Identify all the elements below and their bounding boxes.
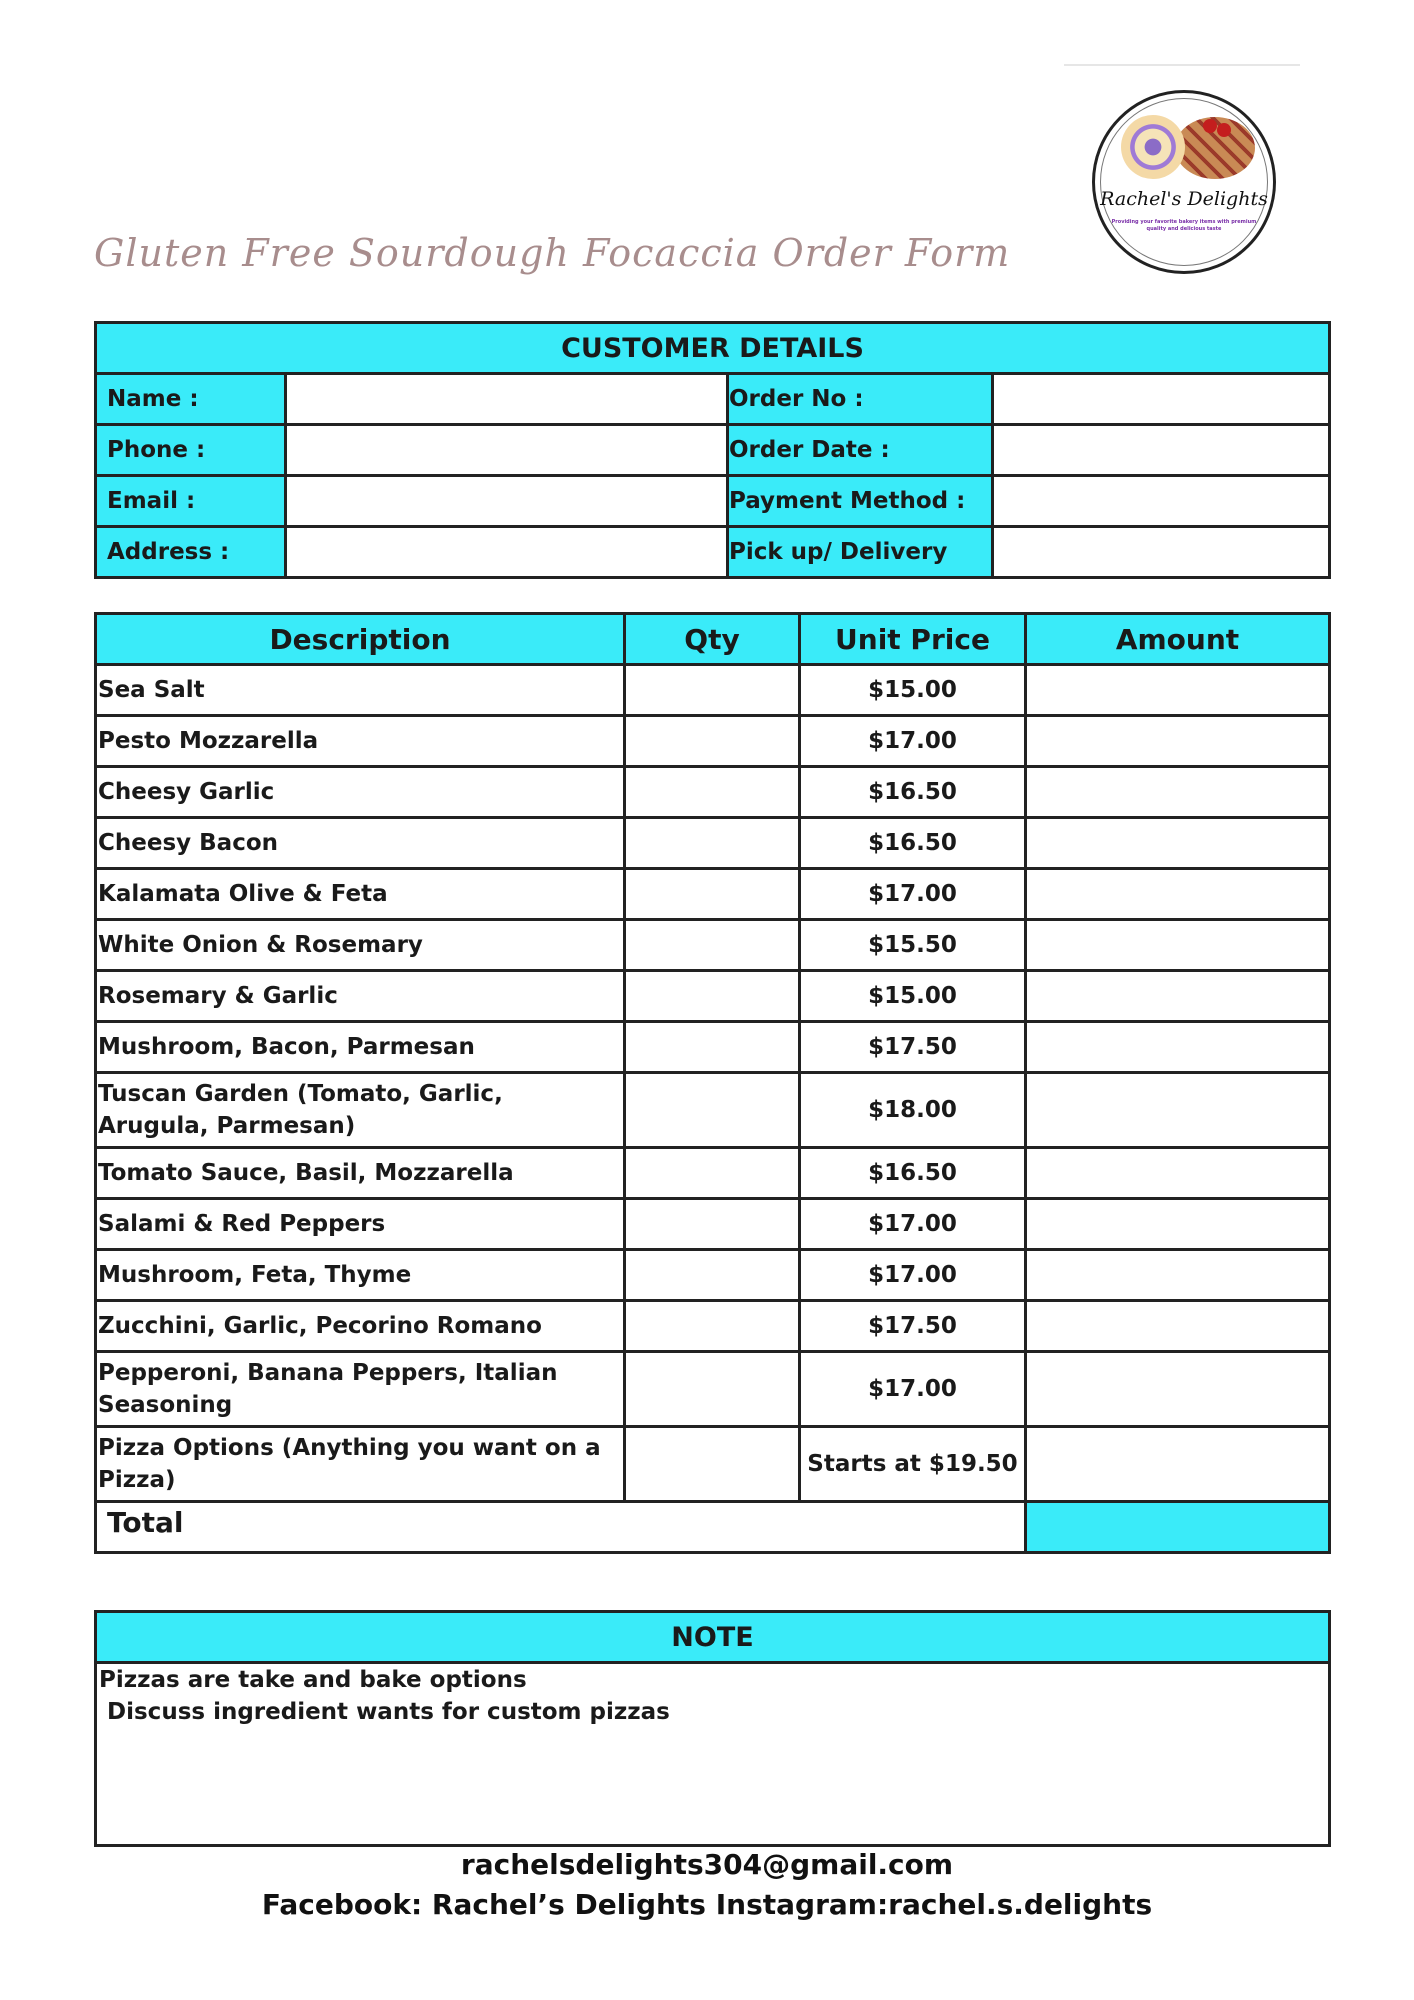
logo-name: Rachel's Delights [1100, 188, 1268, 210]
qty-field[interactable] [625, 767, 800, 818]
table-row [96, 1199, 1330, 1250]
header-unit-price: Unit Price [800, 614, 1026, 665]
item-description: Rosemary & Garlic [96, 971, 625, 1022]
unit-price: $16.50 [800, 767, 1026, 818]
note-line: Discuss ingredient wants for custom pizzas [99, 1699, 670, 1725]
unit-price: $17.00 [800, 1352, 1026, 1427]
field-input[interactable] [993, 527, 1330, 578]
table-row [96, 1148, 1330, 1199]
header-description: Description [96, 614, 625, 665]
table-row [96, 1301, 1330, 1352]
item-description: Tomato Sauce, Basil, Mozzarella [96, 1148, 625, 1199]
amount-field[interactable] [1026, 1250, 1330, 1301]
field-label: Phone : [96, 425, 286, 476]
unit-price: Starts at $19.50 [800, 1427, 1026, 1502]
item-description: Mushroom, Feta, Thyme [96, 1250, 625, 1301]
table-row [96, 1427, 1330, 1502]
qty-field[interactable] [625, 971, 800, 1022]
item-description: Sea Salt [96, 665, 625, 716]
unit-price: $16.50 [800, 818, 1026, 869]
customer-row [96, 374, 1330, 425]
customer-details-heading: CUSTOMER DETAILS [96, 323, 1330, 374]
amount-field[interactable] [1026, 1352, 1330, 1427]
qty-field[interactable] [625, 818, 800, 869]
amount-field[interactable] [1026, 1199, 1330, 1250]
field-input[interactable] [993, 476, 1330, 527]
qty-field[interactable] [625, 1148, 800, 1199]
amount-field[interactable] [1026, 869, 1330, 920]
item-description: Cheesy Garlic [96, 767, 625, 818]
item-description: Pepperoni, Banana Peppers, Italian Seasoning [96, 1352, 625, 1427]
field-label: Email : [96, 476, 286, 527]
table-row [96, 1022, 1330, 1073]
header-amount: Amount [1026, 614, 1330, 665]
field-input[interactable] [286, 476, 728, 527]
cherry-icon [1217, 123, 1231, 137]
item-description: Zucchini, Garlic, Pecorino Romano [96, 1301, 625, 1352]
unit-price: $17.50 [800, 1301, 1026, 1352]
amount-field[interactable] [1026, 971, 1330, 1022]
amount-field[interactable] [1026, 1301, 1330, 1352]
field-label: Order Date : [728, 425, 993, 476]
qty-field[interactable] [625, 665, 800, 716]
item-description: White Onion & Rosemary [96, 920, 625, 971]
note-line: Pizzas are take and bake options [99, 1667, 527, 1693]
table-row [96, 665, 1330, 716]
amount-field[interactable] [1026, 1148, 1330, 1199]
table-row [96, 767, 1330, 818]
amount-field[interactable] [1026, 1022, 1330, 1073]
table-row [96, 1352, 1330, 1427]
total-amount-field[interactable] [1026, 1502, 1330, 1553]
table-row [96, 971, 1330, 1022]
amount-field[interactable] [1026, 1427, 1330, 1502]
item-description: Pesto Mozzarella [96, 716, 625, 767]
table-row [96, 716, 1330, 767]
item-description: Pizza Options (Anything you want on a Pizza) [96, 1427, 625, 1502]
qty-field[interactable] [625, 869, 800, 920]
field-input[interactable] [993, 425, 1330, 476]
amount-field[interactable] [1026, 716, 1330, 767]
field-input[interactable] [286, 527, 728, 578]
table-row [96, 920, 1330, 971]
amount-field[interactable] [1026, 1073, 1330, 1148]
logo [1092, 90, 1276, 274]
unit-price: $17.00 [800, 1250, 1026, 1301]
qty-field[interactable] [625, 1427, 800, 1502]
total-row [96, 1502, 1330, 1553]
field-input[interactable] [993, 374, 1330, 425]
amount-field[interactable] [1026, 818, 1330, 869]
qty-field[interactable] [625, 716, 800, 767]
qty-field[interactable] [625, 1352, 800, 1427]
footer-social: Facebook: Rachel’s Delights Instagram:rachel.s.delights [261, 1888, 1153, 1921]
field-label: Name : [96, 374, 286, 425]
field-label: Payment Method : [728, 476, 993, 527]
unit-price: $18.00 [800, 1073, 1026, 1148]
total-label: Total [96, 1502, 1026, 1553]
table-row [96, 818, 1330, 869]
customer-row [96, 476, 1330, 527]
logo-ring [1100, 98, 1268, 266]
note-table [94, 1610, 1331, 1847]
table-row [96, 1250, 1330, 1301]
field-label: Address : [96, 527, 286, 578]
amount-field[interactable] [1026, 767, 1330, 818]
field-input[interactable] [286, 425, 728, 476]
footer-email: rachelsdelights304@gmail.com [460, 1848, 954, 1881]
note-body[interactable] [96, 1663, 1330, 1846]
unit-price: $17.00 [800, 716, 1026, 767]
item-description: Salami & Red Peppers [96, 1199, 625, 1250]
unit-price: $17.50 [800, 1022, 1026, 1073]
page-title: Gluten Free Sourdough Focaccia Order Form [94, 231, 1011, 275]
unit-price: $15.50 [800, 920, 1026, 971]
table-row [96, 1073, 1330, 1148]
header-qty: Qty [625, 614, 800, 665]
cake-roll-illustration [1121, 115, 1185, 179]
unit-price: $16.50 [800, 1148, 1026, 1199]
item-description: Tuscan Garden (Tomato, Garlic, Arugula, Parmesan) [96, 1073, 625, 1148]
customer-details-table [94, 321, 1331, 579]
amount-field[interactable] [1026, 665, 1330, 716]
unit-price: $15.00 [800, 971, 1026, 1022]
qty-field[interactable] [625, 1301, 800, 1352]
qty-field[interactable] [625, 1250, 800, 1301]
qty-field[interactable] [625, 920, 800, 971]
unit-price: $17.00 [800, 869, 1026, 920]
note-heading: NOTE [96, 1612, 1330, 1663]
field-label: Order No : [728, 374, 993, 425]
item-description: Mushroom, Bacon, Parmesan [96, 1022, 625, 1073]
qty-field[interactable] [625, 1199, 800, 1250]
decorative-line [1064, 64, 1300, 66]
qty-field[interactable] [625, 1073, 800, 1148]
qty-field[interactable] [625, 1022, 800, 1073]
unit-price: $17.00 [800, 1199, 1026, 1250]
field-input[interactable] [286, 374, 728, 425]
item-description: Cheesy Bacon [96, 818, 625, 869]
amount-field[interactable] [1026, 920, 1330, 971]
order-items-table [94, 612, 1331, 1554]
customer-row [96, 527, 1330, 578]
field-label: Pick up/ Delivery [728, 527, 993, 578]
cherry-icon [1203, 119, 1217, 133]
customer-row [96, 425, 1330, 476]
logo-tagline: Providing your favorite bakery items with premium quality and delicious taste [1111, 219, 1257, 232]
unit-price: $15.00 [800, 665, 1026, 716]
table-row [96, 869, 1330, 920]
item-description: Kalamata Olive & Feta [96, 869, 625, 920]
